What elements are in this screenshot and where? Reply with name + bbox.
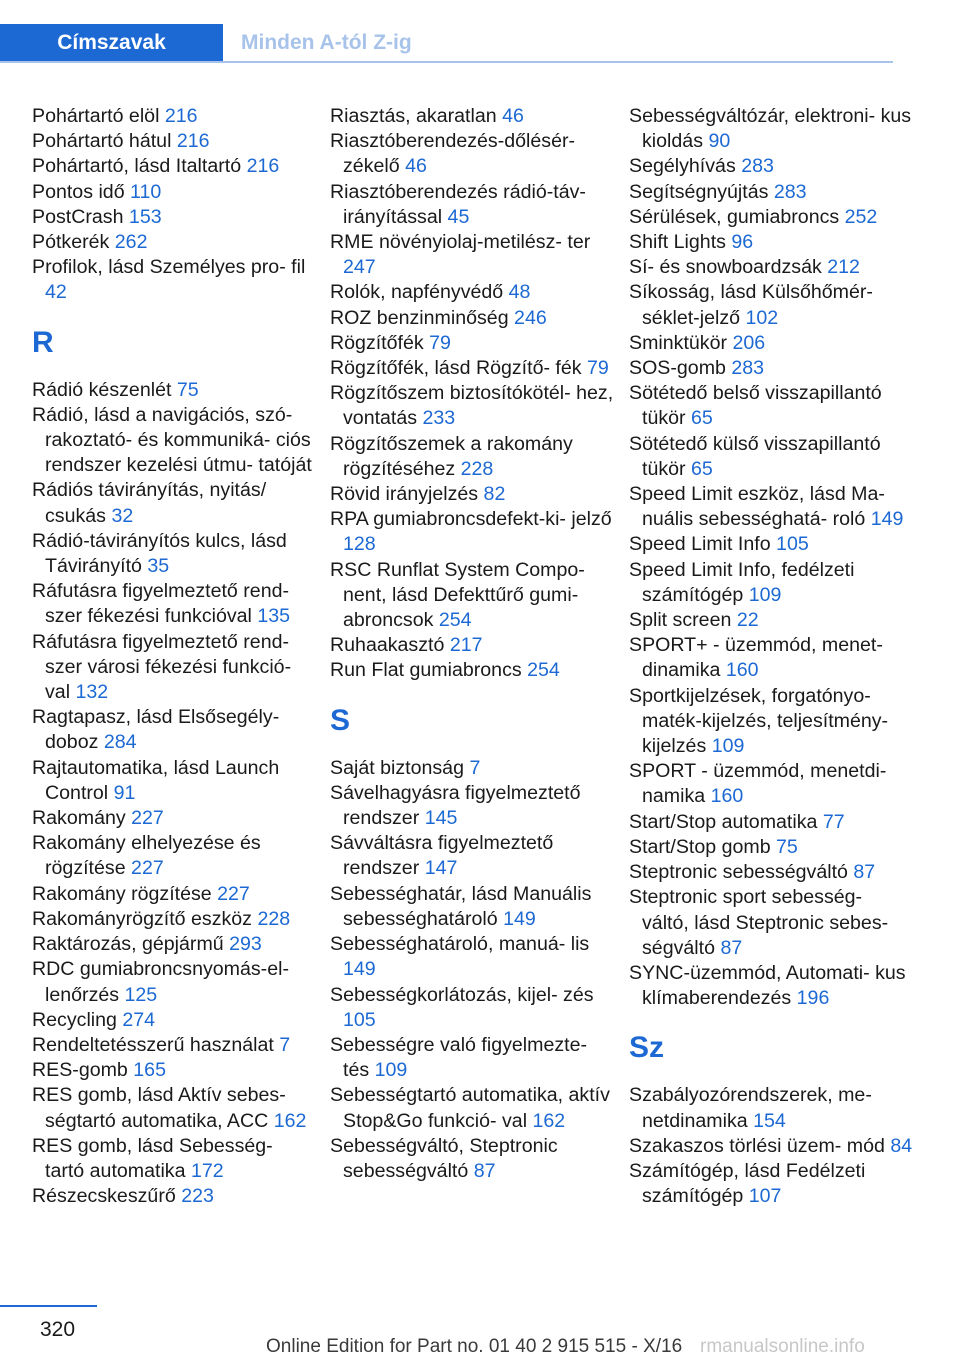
index-entry (32, 378, 317, 403)
index-entry (629, 860, 914, 885)
index-term: Start/Stop automatika (629, 810, 823, 833)
index-term: Steptronic sport sebesség‐ váltó, lásd Steptronic sebes‐ ségváltó (629, 886, 889, 959)
page-link[interactable]: 206 (732, 331, 766, 354)
index-term: Rádiós távirányítás, nyitás/ csukás (32, 479, 267, 527)
index-term: RES gomb, lásd Aktív sebes‐ ségtartó automatika, ACC (32, 1084, 286, 1132)
index-term: Sebességre való figyelmezte‐ tés (330, 1033, 588, 1082)
page-link[interactable]: 283 (731, 357, 765, 380)
page-link[interactable]: 228 (257, 907, 291, 930)
page-link[interactable]: 145 (424, 807, 458, 830)
page-link[interactable]: 160 (710, 785, 744, 808)
index-term: Sebességtartó automatika, aktív Stop&Go funkció‐ val (330, 1084, 610, 1132)
index-entry (330, 831, 615, 881)
page-link[interactable]: 110 (130, 180, 162, 203)
page-link[interactable]: 284 (103, 731, 137, 754)
index-column-3 (629, 104, 914, 1209)
page-link[interactable]: 132 (75, 681, 109, 704)
page-link[interactable]: 149 (870, 508, 904, 531)
index-entry (32, 104, 317, 129)
index-entry (629, 230, 914, 255)
page-link[interactable]: 22 (736, 609, 759, 632)
page-link[interactable]: 153 (128, 205, 162, 228)
index-entry (32, 154, 317, 179)
page-link[interactable]: 82 (483, 483, 506, 506)
page-link[interactable]: 87 (853, 861, 876, 884)
index-term: RDC gumiabroncsnyomás-el‐ lenőrzés (32, 958, 289, 1006)
index-term: Sávváltásra figyelmeztető rendszer (330, 832, 554, 880)
index-entry (629, 331, 914, 356)
index-entry (32, 882, 317, 907)
index-entry (32, 1008, 317, 1033)
index-term: Rögzítőfék, lásd Rögzítő‐ fék (330, 357, 588, 380)
page-link[interactable]: 262 (114, 231, 148, 254)
page-link[interactable]: 84 (890, 1134, 913, 1157)
page-link[interactable]: 227 (217, 882, 250, 905)
page-link[interactable]: 125 (124, 983, 158, 1006)
page-link[interactable]: 227 (131, 857, 164, 880)
page-link[interactable]: 128 (343, 533, 376, 556)
page-number: 320 (40, 1318, 76, 1341)
index-term: SYNC-üzemmód, Automati‐ kus klímaberendezés (629, 961, 906, 1010)
index-term: Sí- és snowboardzsák (629, 256, 828, 279)
index-term: Rádió, lásd a navigációs, szó‐ rakoztató- és kommuniká‐ ciós rendszer kezelési útmu‐ tatóját (32, 403, 312, 477)
index-term: Rögzítőszem biztosítókötél‐ hez, vontatás (330, 382, 614, 430)
index-entry (330, 983, 615, 1033)
section-letter: S (330, 703, 351, 737)
page-link[interactable]: 216 (246, 155, 280, 178)
index-entry (32, 705, 317, 755)
index-entry (32, 230, 317, 255)
page-link[interactable]: 48 (508, 281, 531, 304)
page-link[interactable]: 165 (133, 1059, 166, 1082)
index-term: Riasztás, akaratlan (330, 105, 503, 127)
index-entry (330, 230, 615, 280)
page-link[interactable]: 35 (147, 555, 170, 578)
page-link[interactable]: 45 (447, 205, 470, 228)
page-link[interactable]: 87 (720, 936, 743, 959)
page-link[interactable]: 149 (503, 907, 536, 930)
index-entry (330, 306, 615, 331)
index-entry (32, 255, 317, 305)
index-entry (629, 558, 914, 608)
index-term: Rakományrögzítő eszköz (32, 907, 258, 930)
index-entry (32, 932, 317, 957)
page-link[interactable]: 46 (502, 105, 524, 127)
index-term: RME növényiolaj-metilész‐ ter (330, 231, 591, 254)
section-letter: R (32, 325, 54, 359)
index-term: Split screen (629, 609, 737, 632)
index-entry (32, 806, 317, 831)
index-term: Recycling (32, 1008, 123, 1031)
index-entry (32, 205, 317, 230)
index-term: Ráfutásra figyelmeztető rend‐ szer fékezési funkcióval (32, 580, 290, 628)
page-link[interactable]: 274 (122, 1008, 156, 1031)
index-entry (629, 885, 914, 961)
page-link[interactable]: 109 (748, 583, 782, 606)
index-term: Riasztóberendezés-dőlésér‐ zékelő (330, 130, 576, 178)
index-entry (629, 1134, 914, 1159)
page-link[interactable]: 96 (731, 231, 754, 254)
index-term: Ráfutásra figyelmeztető rend‐ szer városi fékezési funkció‐ val (32, 630, 292, 704)
index-entry (629, 608, 914, 633)
page-link[interactable]: 102 (745, 306, 779, 329)
index-term: Sötétedő belső visszapillantó tükör (629, 382, 882, 430)
index-term: Profilok, lásd Személyes pro‐ fil (32, 256, 306, 279)
index-column-1 (32, 104, 317, 1209)
index-entry (32, 630, 317, 706)
index-term: Sminktükör (629, 331, 733, 354)
index-entry (330, 558, 615, 634)
index-term: Rajtautomatika, lásd Launch Control (32, 756, 280, 804)
index-term: Rögzítőfék (330, 331, 430, 354)
index-term: SPORT+ - üzemmód, menet‐ dinamika (629, 634, 883, 682)
index-term: Rögzítőszemek a rakomány rögzítéséhez (330, 432, 573, 480)
page-link[interactable]: 254 (527, 659, 560, 682)
page-link[interactable]: 223 (181, 1185, 214, 1208)
page-link[interactable]: 283 (741, 155, 774, 178)
index-entry (32, 579, 317, 629)
index-entry (330, 507, 615, 557)
header-tabbar (0, 0, 960, 62)
page-link[interactable]: 247 (343, 256, 376, 279)
tab-cimszavak[interactable]: Címszavak (0, 24, 223, 62)
page-link[interactable]: 46 (405, 155, 427, 178)
index-term: Riasztóberendezés rádió-táv‐ irányítással (330, 180, 586, 228)
index-term: Pohártartó, lásd Italtartó (32, 155, 247, 178)
index-term: Pótkerék (32, 231, 115, 254)
page-link[interactable]: 90 (708, 130, 731, 153)
index-entry (330, 482, 615, 507)
index-entry (330, 658, 615, 683)
page-link[interactable]: 79 (587, 357, 609, 380)
page-link[interactable]: 233 (422, 407, 456, 430)
index-entry (629, 759, 914, 809)
index-term: Számítógép, lásd Fedélzeti számítógép (629, 1159, 866, 1208)
page-link[interactable]: 162 (532, 1109, 566, 1132)
watermark-text: rmanualsonline.info (700, 1336, 865, 1357)
page-link[interactable]: 227 (131, 807, 164, 830)
index-entry (629, 1083, 914, 1133)
page-link[interactable]: 252 (844, 205, 878, 228)
index-entry (330, 331, 615, 356)
index-entry (32, 1184, 317, 1209)
index-entry (32, 180, 317, 205)
tab-minden-a-z[interactable]: Minden A-tól Z-ig (223, 24, 893, 62)
index-entry (330, 633, 615, 658)
index-term: ROZ benzinminőség (330, 306, 515, 329)
index-term: Ruhaakasztó (330, 634, 450, 657)
page-link[interactable]: 196 (796, 987, 830, 1010)
page-link[interactable]: 105 (776, 533, 809, 556)
index-term: Sebességhatároló, manuá‐ lis (330, 933, 590, 956)
index-term: Start/Stop gomb (629, 835, 777, 858)
index-entry (32, 1134, 317, 1184)
index-entry (32, 957, 317, 1007)
page-link[interactable]: 246 (514, 306, 547, 329)
index-entry (330, 1134, 615, 1184)
index-term: Rövid irányjelzés (330, 483, 484, 506)
index-entry (32, 529, 317, 579)
page-link[interactable]: 42 (45, 281, 67, 304)
index-entry (32, 1058, 317, 1083)
index-term: Pontos idő (32, 180, 131, 203)
index-term: Pohártartó hátul (32, 130, 177, 153)
index-entry (629, 810, 914, 835)
index-term: Segítségnyújtás (629, 180, 774, 203)
index-entry (629, 961, 914, 1011)
page-link[interactable]: 154 (753, 1109, 786, 1132)
index-term: Sebességváltózár, elektroni‐ kus kioldás (629, 105, 912, 153)
index-entry (629, 835, 914, 860)
index-term: RES-gomb (32, 1059, 134, 1082)
page-link[interactable]: 162 (273, 1109, 307, 1132)
page-link[interactable]: 212 (827, 256, 860, 279)
page-link[interactable]: 149 (343, 958, 376, 981)
index-term: Sebességhatár, lásd Manuális sebességhatároló (330, 882, 592, 930)
page-link[interactable]: 91 (113, 781, 136, 804)
page-link[interactable]: 77 (822, 810, 845, 833)
index-term: Shift Lights (629, 231, 732, 254)
page-link[interactable]: 65 (691, 407, 713, 430)
index-term: Sötétedő külső visszapillantó tükör (629, 432, 881, 480)
index-term: Saját biztonság (330, 756, 470, 779)
index-entry (629, 381, 914, 431)
page-link[interactable]: 87 (473, 1159, 496, 1182)
index-entry (32, 831, 317, 881)
index-term: Sebességváltó, Steptronic sebességváltó (330, 1134, 558, 1182)
index-term: Rakomány elhelyezése és rögzítése (32, 832, 261, 880)
index-term: Szakaszos törlési üzem‐ mód (629, 1134, 891, 1157)
index-entry (32, 403, 317, 479)
index-term: RES gomb, lásd Sebesség‐ tartó automatika (32, 1134, 273, 1182)
page-link[interactable]: 217 (449, 634, 483, 657)
index-entry (629, 280, 914, 330)
index-entry (330, 1033, 615, 1083)
index-entry (629, 154, 914, 179)
index-column-2 (330, 104, 615, 1184)
page-link[interactable]: 32 (111, 504, 134, 527)
page-link[interactable]: 7 (469, 756, 481, 779)
index-entry (330, 356, 615, 381)
index-entry (330, 432, 615, 482)
index-entry (32, 129, 317, 154)
index-term: RSC Runflat System Compo‐ nent, lásd Defekttűrő gumi‐ abroncsok (330, 558, 585, 632)
index-term: Síkosság, lásd Külsőhőmér‐ séklet-jelző (629, 281, 873, 329)
index-entry (330, 280, 615, 305)
index-term: Speed Limit Info, fedélzeti számítógép (629, 558, 855, 606)
page-link[interactable]: 75 (176, 378, 199, 401)
index-term: Rolók, napfényvédő (330, 281, 509, 304)
index-entry (629, 180, 914, 205)
edition-text: Online Edition for Part no. 01 40 2 915 515 - X/16 (266, 1336, 683, 1357)
page-link[interactable]: 254 (438, 609, 472, 632)
index-term: Sebességkorlátozás, kijel‐ zés (330, 983, 594, 1006)
index-term: Szabályozórendszerek, me‐ netdinamika (629, 1084, 872, 1132)
index-entry (330, 381, 615, 431)
header-divider (0, 61, 893, 63)
index-term: Steptronic sebességváltó (629, 861, 854, 884)
index-term: SPORT - üzemmód, menetdi‐ namika (629, 760, 887, 808)
index-entry (330, 882, 615, 932)
index-term: Ragtapasz, lásd Elsősegély- doboz (32, 706, 280, 754)
index-entry (32, 478, 317, 528)
index-term: Rendeltetésszerű használat (32, 1033, 280, 1056)
index-entry (629, 356, 914, 381)
index-entry (330, 756, 615, 781)
index-entry (629, 205, 914, 230)
index-term: Sportkijelzések, forgatónyo‐ maték-kijelzés, teljesítmény- kijelzés (629, 684, 889, 758)
index-entry (629, 255, 914, 280)
page-link[interactable]: 107 (748, 1185, 782, 1208)
index-term: Run Flat gumiabroncs (330, 659, 528, 682)
index-entry (629, 104, 914, 154)
index-term: Speed Limit eszköz, lásd Ma‐ nuális sebességhatá‐ roló (629, 483, 885, 531)
page-link[interactable]: 147 (424, 857, 458, 880)
index-term: Részecskeszűrő (32, 1185, 182, 1208)
index-term: Rakomány rögzítése (32, 882, 218, 905)
page-link[interactable]: 75 (776, 835, 798, 858)
index-term: Sérülések, gumiabroncs (629, 205, 845, 228)
index-term: Speed Limit Info (629, 533, 777, 556)
index-entry (330, 180, 615, 230)
page-link[interactable]: 293 (229, 933, 262, 956)
index-entry (330, 781, 615, 831)
page-link[interactable]: 172 (190, 1159, 224, 1182)
index-entry (629, 532, 914, 557)
page-link[interactable]: 228 (460, 457, 494, 480)
index-entry (629, 684, 914, 760)
index-entry (330, 1083, 615, 1133)
index-entry (629, 633, 914, 683)
page-link[interactable]: 283 (773, 180, 807, 203)
index-entry (32, 756, 317, 806)
index-entry (330, 104, 615, 129)
index-entry (330, 129, 615, 179)
index-entry (629, 482, 914, 532)
index-entry (629, 432, 914, 482)
index-term: PostCrash (32, 205, 129, 228)
index-term: Raktározás, gépjármű (32, 933, 230, 956)
index-term: RPA gumiabroncsdefekt-ki‐ jelző (330, 508, 612, 531)
footer-rule (0, 1305, 97, 1307)
index-entry (330, 932, 615, 982)
page-link[interactable]: 109 (711, 735, 745, 758)
index-term: Rakomány (32, 807, 132, 830)
page-link[interactable]: 216 (164, 105, 198, 127)
page-link[interactable]: 79 (429, 331, 451, 354)
page-link[interactable]: 7 (279, 1033, 291, 1056)
page-link[interactable]: 216 (176, 130, 210, 153)
page-link[interactable]: 65 (691, 457, 713, 480)
index-entry (32, 1083, 317, 1133)
page-link[interactable]: 160 (725, 659, 759, 682)
index-entry (32, 907, 317, 932)
index-term: Pohártartó elöl (32, 105, 165, 127)
section-letter: Sz (629, 1031, 665, 1065)
page-link[interactable]: 105 (343, 1008, 376, 1031)
index-term: Rádió-távirányítós kulcs, lásd Távirányító (32, 529, 287, 578)
index-entry (32, 1033, 317, 1058)
page-link[interactable]: 109 (374, 1059, 408, 1082)
index-term: SOS-gomb (629, 357, 732, 380)
index-term: Sávelhagyásra figyelmeztető rendszer (330, 781, 581, 830)
index-entry (629, 1159, 914, 1209)
page-link[interactable]: 135 (257, 605, 291, 628)
index-term: Rádió készenlét (32, 378, 177, 401)
index-term: Segélyhívás (629, 155, 742, 178)
